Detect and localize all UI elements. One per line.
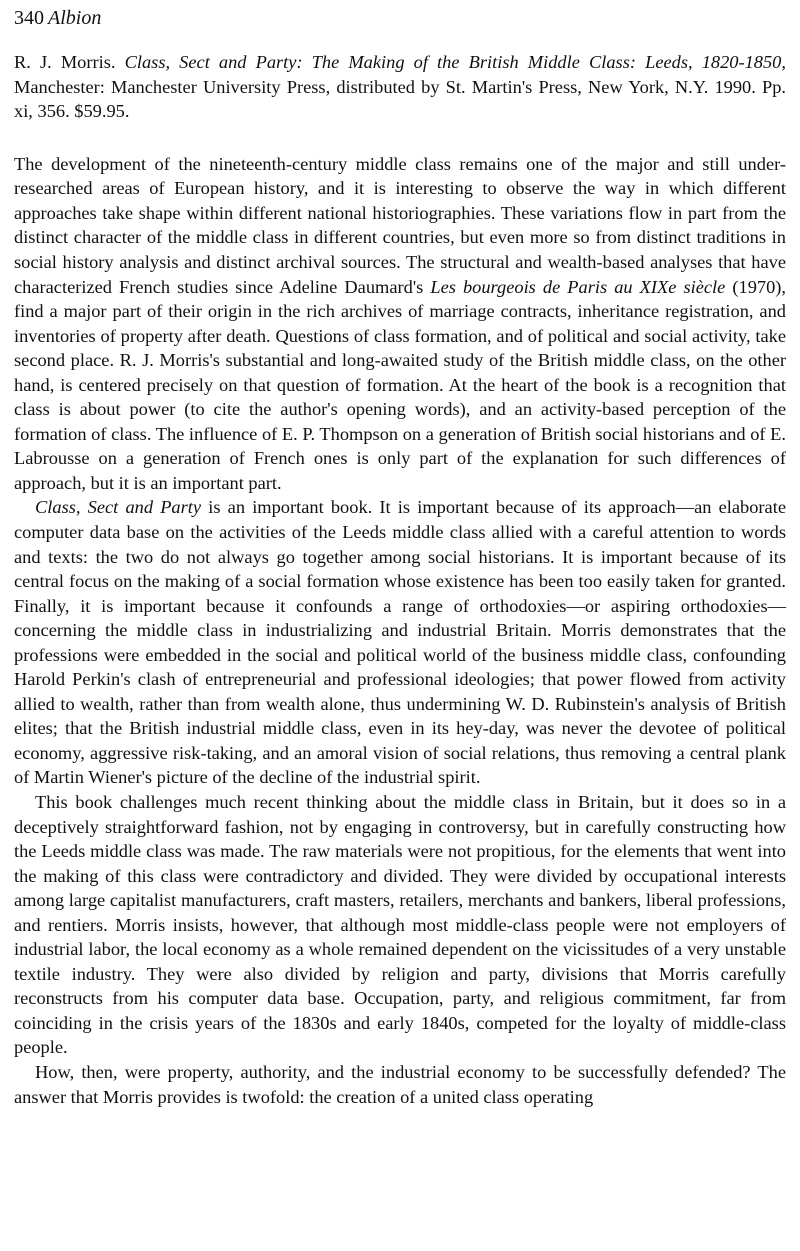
paragraph-1-text-b: (1970), find a major part of their origin in the rich archives of marriage contracts, inheritance registration, and inventories of property after death. Questions of class formation, and of political and social activity, take second place. R. J. Morris's substantial and long-awaited study of the British middle class, on the other hand, is centered precisely on that question of formation. At the heart of the book is a recognition that class is about power (to cite the author's opening words), and an activity-based perception of the formation of class. The influence of E. P. Thompson on a generation of British social historians and of E. Labrousse on a generation of French ones is only part of the explanation for such differences of approach, but it is an important part. xyxy=(14,276,787,493)
paragraph-2 xyxy=(14,495,786,790)
paragraph-2-italic-title: Class, Sect and Party xyxy=(35,497,202,518)
paragraph-1-italic-title: Les bourgeois de Paris au XIXe siècle xyxy=(430,276,726,297)
page-number: 340 xyxy=(14,7,44,29)
paragraph-3: This book challenges much recent thinking about the middle class in Britain, but it does so in a deceptively straightforward fashion, not by engaging in controversy, but in carefully constructing how the Leeds middle class was made. The raw materials were not propitious, for the elements that went into the making of this class were contradictory and divided. They were divided by occupational interests among large capitalist manufacturers, craft masters, retailers, merchants and bankers, liberal professions, and rentiers. Morris insists, however, that although most middle-class people were not employers of industrial labor, the local economy as a whole remained dependent on the vicissitudes of a very unstable textile industry. They were also divided by religion and party, divisions that Morris carefully reconstructs from his computer data base. Occupation, party, and religious commitment, far from coinciding in the crisis years of the 1830s and early 1840s, competed for the loyalty of middle-class people. xyxy=(14,792,786,1058)
paragraph-1 xyxy=(14,152,786,496)
citation-author: R. J. Morris. xyxy=(14,52,116,72)
citation-title: Class, Sect and Party: The Making of the British Middle Class: Leeds, 1820-1850, xyxy=(124,52,786,72)
citation-publication: Manchester: Manchester University Press, distributed by St. Martin's Press, New York, N.Y. 1990. Pp. xi, 356. $59.95. xyxy=(14,76,786,122)
paragraph-1-text-a: The development of the nineteenth-century middle class remains one of the major and still under-researched areas of European history, and it is interesting to observe the way in which different approaches take shape within different national historiographies. These variations flow in part from the distinct character of the middle class in different countries, but even more so from distinct traditions in social history analysis and distinct archival sources. The structural and wealth-based analyses that have characterized French studies since Adeline Daumard's xyxy=(14,153,786,297)
review-body xyxy=(14,152,786,1109)
paragraph-2-text: is an important book. It is important because of its approach—an elaborate computer data base on the activities of the Leeds middle class allied with a careful attention to words and texts: the two do not always go together among social historians. It is important because of its central focus on the making of a social formation whose existence has been too easily taken for granted. Finally, it is important because it confounds a range of orthodoxies—or aspiring orthodoxies—concerning the middle class in industrializing and industrial Britain. Morris demonstrates that the professions were embedded in the social and political world of the business middle class, confounding Harold Perkin's clash of entrepreneurial and professional ideologies; that power flowed from activity allied to wealth, rather than from wealth alone, thus undermining W. D. Rubinstein's analysis of British elites; that the British industrial middle class, even in its hey-day, was never the devotee of political economy, aggressive risk-taking, and an amoral vision of social relations, thus removing a central plank of Martin Wiener's picture of the decline of the industrial spirit. xyxy=(14,497,786,788)
document-page xyxy=(14,0,786,1109)
book-citation xyxy=(14,50,786,124)
journal-title: Albion xyxy=(48,7,102,29)
paragraph-4: How, then, were property, authority, and the industrial economy to be successfully defended? The answer that Morris provides is twofold: the creation of a united class operating xyxy=(14,1062,786,1107)
running-head xyxy=(14,0,786,36)
